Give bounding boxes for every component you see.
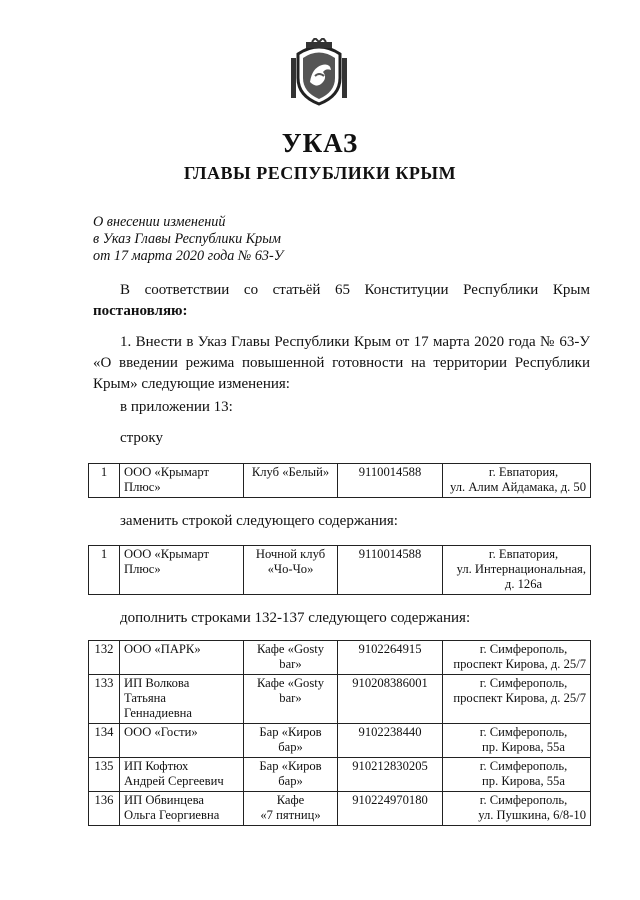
- facility-cell-line: Кафе «Gosty: [256, 676, 325, 690]
- address-cell-line: проспект Кирова, д. 25/7: [453, 691, 586, 705]
- item-1-line: 1. Внести в Указ Главы Республики Крым от 17 марта 2020 года № 63-У: [120, 334, 590, 350]
- address-cell: [443, 724, 591, 758]
- facility-cell: [244, 675, 338, 724]
- table-row: [89, 675, 591, 724]
- document-subtitle: ГЛАВЫ РЕСПУБЛИКИ КРЫМ: [183, 163, 457, 183]
- organization-cell-line: Ольга Георгиевна: [124, 808, 220, 822]
- added-rows-table: [88, 640, 591, 826]
- old-row-table: [88, 463, 591, 498]
- organization-cell-line: Геннадиевна: [124, 706, 192, 720]
- item-1: [93, 332, 590, 395]
- table-row: [89, 641, 591, 675]
- inn-cell: 910224970180: [338, 792, 443, 826]
- organization-cell: [120, 546, 244, 595]
- facility-cell-line: bar»: [279, 691, 302, 705]
- address-cell-line: г. Симферополь,: [479, 642, 568, 656]
- address-cell: [443, 792, 591, 826]
- new-row-table: [88, 545, 591, 595]
- row-number-cell: 132: [89, 641, 120, 675]
- inn-cell: 910212830205: [338, 758, 443, 792]
- organization-cell-line: Плюс»: [124, 480, 161, 494]
- add-label: дополнить строками 132-137 следующего содержания:: [120, 610, 471, 626]
- address-cell: [443, 641, 591, 675]
- facility-cell-line: «7 пятниц»: [260, 808, 321, 822]
- organization-cell-line: Плюс»: [124, 562, 161, 576]
- item-1-line: «О введении режима повышенной готовности на территории Республики: [93, 355, 590, 371]
- facility-cell: [244, 641, 338, 675]
- subject-line: от 17 марта 2020 года № 63-У: [93, 248, 284, 264]
- preamble-line: В соответствии со статьёй 65 Конституции Республики Крым: [120, 282, 590, 298]
- facility-cell: [244, 724, 338, 758]
- address-cell: [443, 758, 591, 792]
- organization-cell-line: ООО «Гости»: [124, 725, 198, 739]
- item-1-line: Крым» следующие изменения:: [93, 376, 290, 392]
- document-title: УКАЗ: [281, 128, 359, 158]
- row-number-cell: 1: [89, 464, 120, 498]
- organization-cell-line: Андрей Сергеевич: [124, 774, 224, 788]
- facility-cell: [244, 758, 338, 792]
- row-number-cell: 135: [89, 758, 120, 792]
- table-row: [89, 464, 591, 498]
- organization-cell-line: ООО «Крымарт: [124, 547, 209, 561]
- preamble-resolve: постановляю:: [93, 303, 188, 319]
- address-cell-line: проспект Кирова, д. 25/7: [453, 657, 586, 671]
- organization-cell-line: ООО «Крымарт: [124, 465, 209, 479]
- row-number-cell: 136: [89, 792, 120, 826]
- organization-cell: [120, 758, 244, 792]
- facility-cell: [244, 546, 338, 595]
- organization-cell: [120, 464, 244, 498]
- address-cell: [443, 546, 591, 595]
- organization-cell: [120, 792, 244, 826]
- subject-line: в Указ Главы Республики Крым: [93, 231, 281, 247]
- facility-cell-line: Бар «Киров: [259, 759, 322, 773]
- row-label: строку: [120, 430, 163, 446]
- address-cell-line: ул. Алим Айдамака, д. 50: [450, 480, 586, 494]
- address-cell-line: ул. Интернациональная,: [456, 562, 586, 576]
- crimea-coat-of-arms-icon: [288, 38, 350, 106]
- subject-line: О внесении изменений: [93, 214, 226, 230]
- facility-cell-line: Кафе «Gosty: [256, 642, 325, 656]
- address-cell: [443, 464, 591, 498]
- organization-cell: [120, 724, 244, 758]
- address-cell-line: пр. Кирова, 55а: [482, 740, 565, 754]
- address-cell-line: пр. Кирова, 55а: [482, 774, 565, 788]
- organization-cell-line: ИП Обвинцева: [124, 793, 204, 807]
- facility-cell: [244, 792, 338, 826]
- facility-cell-line: «Чо-Чо»: [267, 562, 314, 576]
- appendix-label: в приложении 13:: [120, 399, 233, 415]
- replace-label: заменить строкой следующего содержания:: [120, 513, 398, 529]
- address-cell: [443, 675, 591, 724]
- facility-cell-line: Бар «Киров: [259, 725, 322, 739]
- inn-cell: 9110014588: [338, 464, 443, 498]
- address-cell-line: ул. Пушкина, 6/8-10: [478, 808, 586, 822]
- address-cell-line: г. Симферополь,: [479, 759, 568, 773]
- address-cell-line: г. Симферополь,: [479, 676, 568, 690]
- facility-cell-line: бар»: [278, 740, 303, 754]
- row-number-cell: 134: [89, 724, 120, 758]
- facility-cell-line: бар»: [278, 774, 303, 788]
- address-cell-line: г. Евпатория,: [488, 547, 559, 561]
- preamble: [93, 280, 590, 322]
- table-row: [89, 724, 591, 758]
- organization-cell: [120, 675, 244, 724]
- facility-cell-line: Клуб «Белый»: [251, 465, 330, 479]
- table-row: [89, 758, 591, 792]
- organization-cell-line: Татьяна: [124, 691, 167, 705]
- organization-cell: [120, 641, 244, 675]
- row-number-cell: 133: [89, 675, 120, 724]
- inn-cell: 910208386001: [338, 675, 443, 724]
- inn-cell: 9102264915: [338, 641, 443, 675]
- table-row: [89, 792, 591, 826]
- organization-cell-line: ИП Волкова: [124, 676, 190, 690]
- inn-cell: 9110014588: [338, 546, 443, 595]
- document-subject: [93, 214, 393, 265]
- address-cell-line: г. Евпатория,: [488, 465, 559, 479]
- table-row: [89, 546, 591, 595]
- facility-cell-line: Кафе: [276, 793, 305, 807]
- facility-cell-line: Ночной клуб: [255, 547, 326, 561]
- organization-cell-line: ИП Кофтюх: [124, 759, 189, 773]
- organization-cell-line: ООО «ПАРК»: [124, 642, 201, 656]
- facility-cell-line: bar»: [279, 657, 302, 671]
- row-number-cell: 1: [89, 546, 120, 595]
- address-cell-line: г. Симферополь,: [479, 793, 568, 807]
- inn-cell: 9102238440: [338, 724, 443, 758]
- address-cell-line: г. Симферополь,: [479, 725, 568, 739]
- facility-cell: [244, 464, 338, 498]
- address-cell-line: д. 126а: [504, 577, 543, 591]
